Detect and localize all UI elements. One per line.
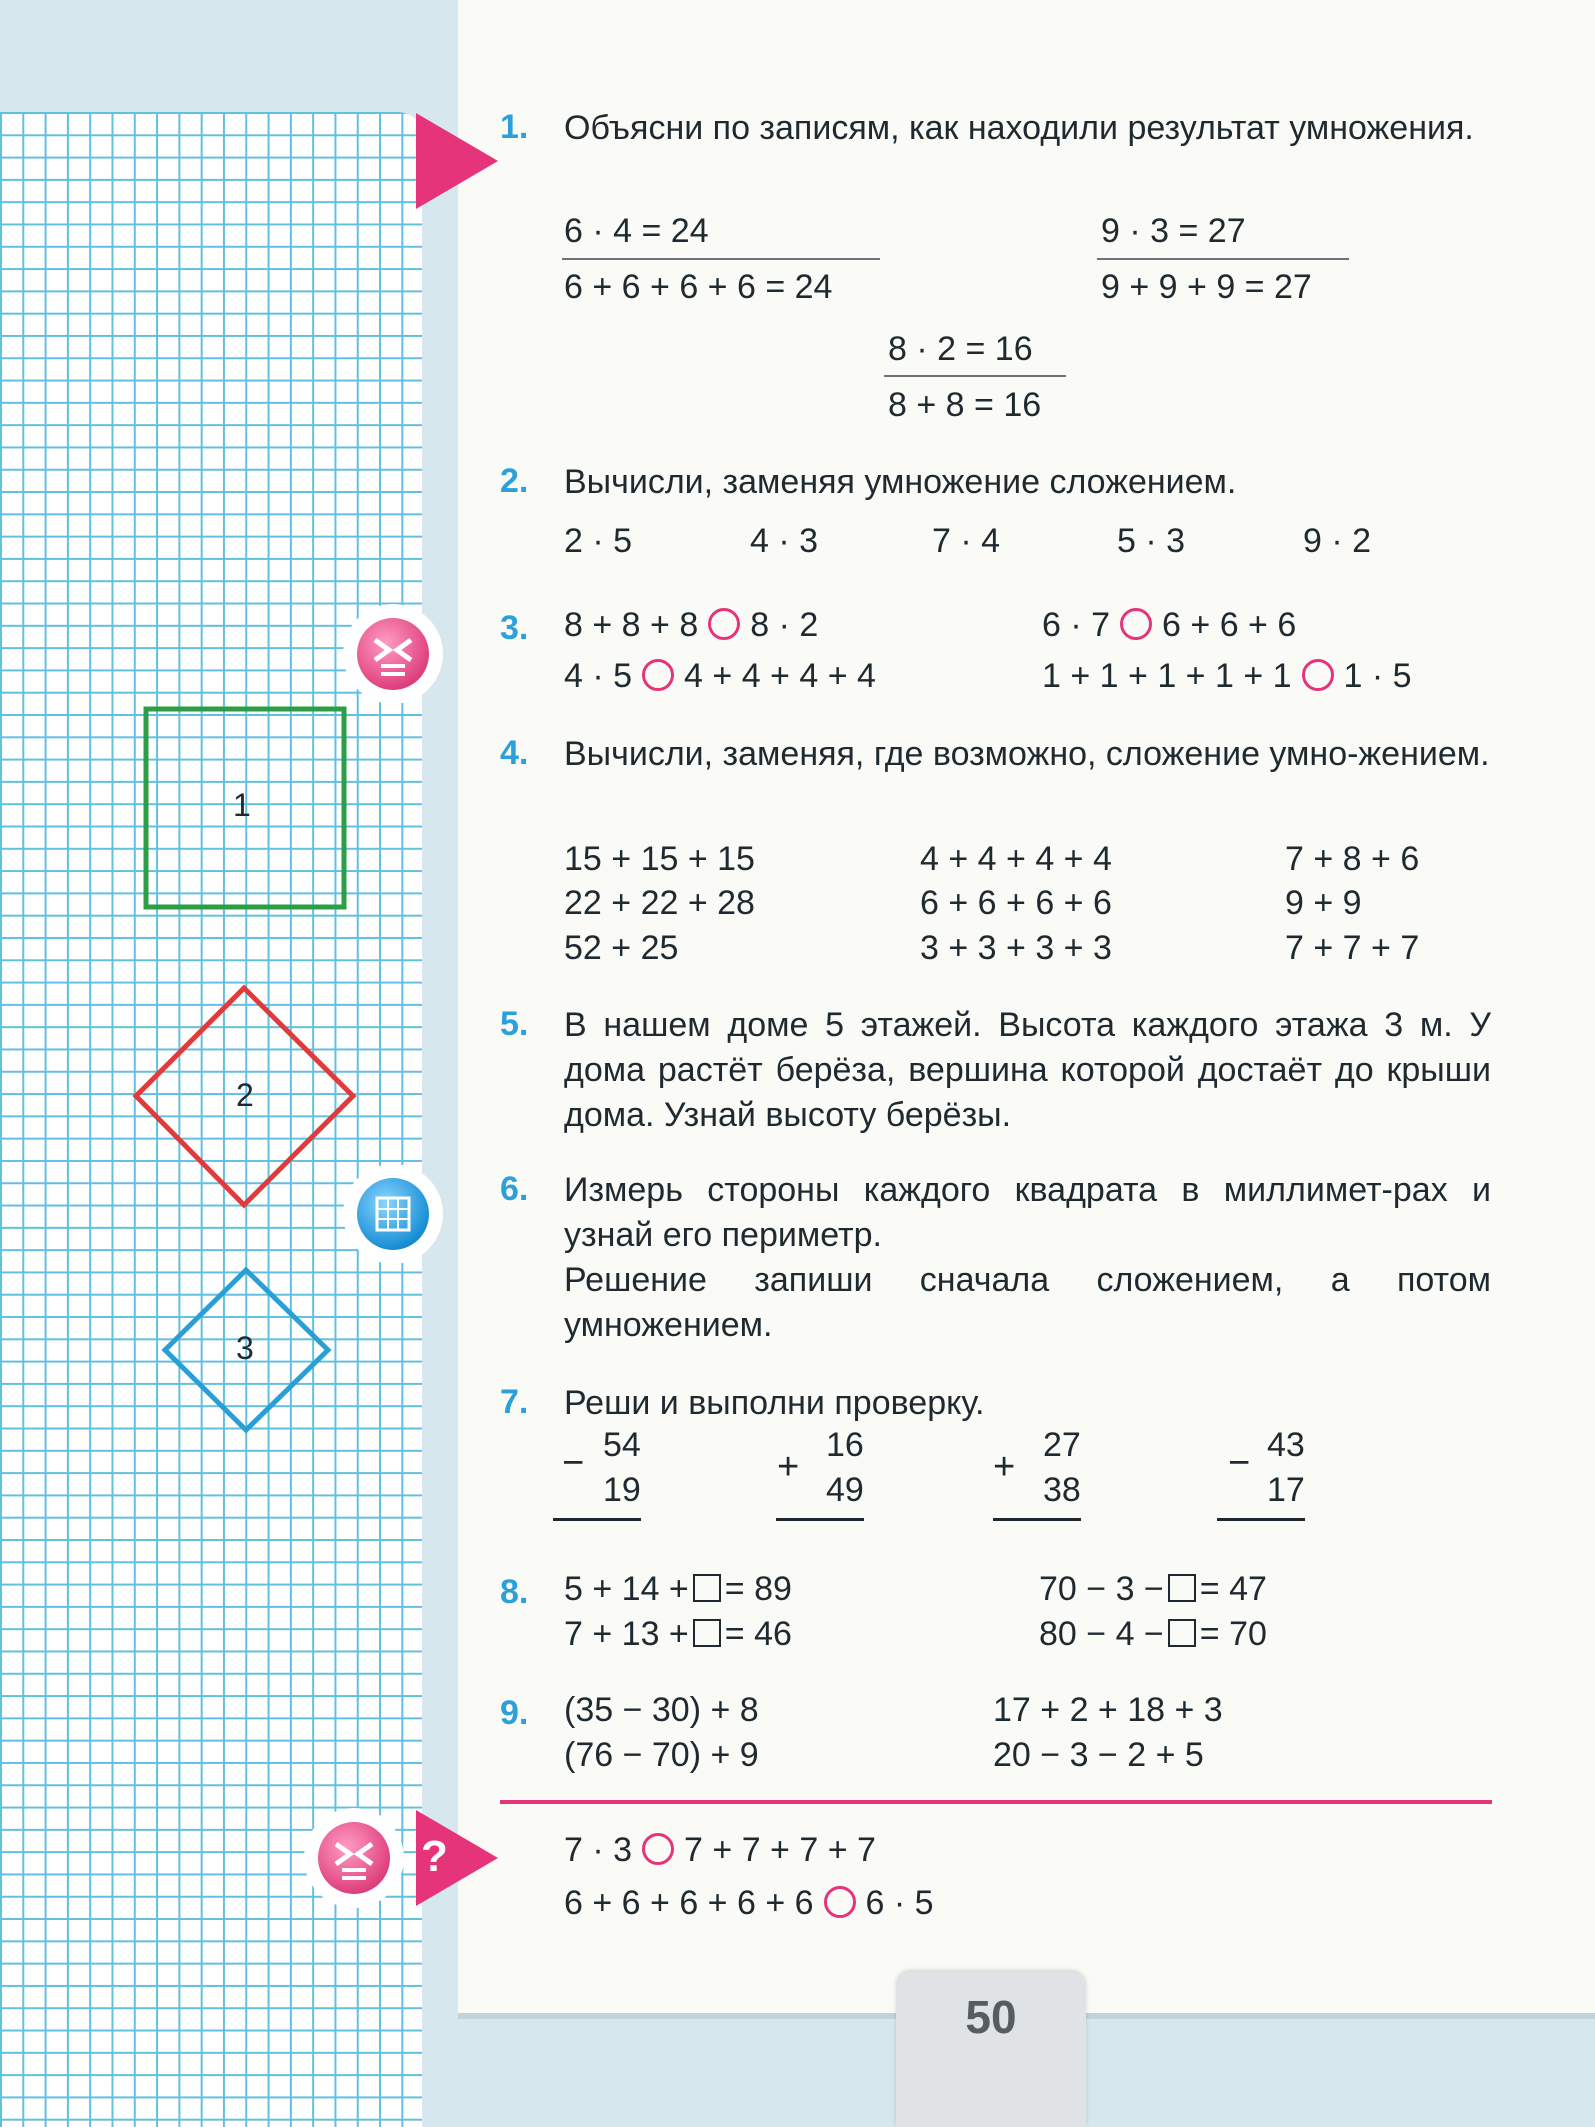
t7-col4-a: 43 xyxy=(1267,1426,1305,1464)
task-number-4: 4. xyxy=(500,734,529,772)
t7-col1-b: 19 xyxy=(603,1471,641,1509)
t3-expr: 8 · 2 xyxy=(750,606,819,644)
t7-col3-b: 38 xyxy=(1043,1471,1081,1509)
figure-label-3: 3 xyxy=(236,1330,254,1366)
t1-c-rule xyxy=(884,375,1066,377)
t7-col3-line xyxy=(993,1518,1081,1521)
t3-row1-right xyxy=(1042,606,1296,645)
t3-row1-left xyxy=(564,606,818,645)
t7-col1-a: 54 xyxy=(603,1426,641,1464)
t9-expr: 17 + 2 + 18 + 3 xyxy=(993,1691,1223,1729)
t8-part: = 70 xyxy=(1199,1615,1267,1653)
compare-circle[interactable] xyxy=(824,1886,856,1918)
t1-c-bottom: 8 + 8 = 16 xyxy=(888,386,1042,424)
grid-icon xyxy=(349,1170,437,1258)
t9-expr: (76 − 70) + 9 xyxy=(564,1736,759,1774)
play-arrow-icon xyxy=(416,113,498,209)
task-6-text-2: Решение запиши сначала сложением, а потом умножением. xyxy=(564,1261,1491,1344)
t8-part: 80 − 4 − xyxy=(1039,1615,1164,1653)
task-number-8: 8. xyxy=(500,1573,529,1611)
t3-expr: 1 · 5 xyxy=(1343,657,1412,695)
figures-drawing xyxy=(0,0,458,2127)
compare-icon xyxy=(349,610,437,698)
t8-part: 70 − 3 − xyxy=(1039,1570,1164,1608)
t8-eq-l2 xyxy=(564,1615,792,1654)
t4-expr: 22 + 22 + 28 xyxy=(564,884,755,922)
t2-item: 4 · 3 xyxy=(750,522,819,560)
t1-c-top: 8 · 2 = 16 xyxy=(888,330,1033,368)
task-number-1: 1. xyxy=(500,108,529,146)
t4-expr: 3 + 3 + 3 + 3 xyxy=(920,929,1112,967)
t8-part: 5 + 14 + xyxy=(564,1570,689,1608)
t4-expr: 15 + 15 + 15 xyxy=(564,840,755,878)
t4-expr: 9 + 9 xyxy=(1285,884,1362,922)
t3-row2-right xyxy=(1042,657,1412,696)
task-4-text: Вычисли, заменяя, где возможно, сложение умно-жением. xyxy=(564,735,1490,773)
t3-expr: 1 + 1 + 1 + 1 + 1 xyxy=(1042,657,1292,695)
t2-item: 9 · 2 xyxy=(1303,522,1372,560)
t4-expr: 6 + 6 + 6 + 6 xyxy=(920,884,1112,922)
task-number-3: 3. xyxy=(500,609,529,647)
compare-circle[interactable] xyxy=(1302,659,1334,691)
t8-eq-l1 xyxy=(564,1570,792,1609)
compare-circle[interactable] xyxy=(642,659,674,691)
section-divider xyxy=(500,1800,1492,1804)
figure-label-2: 2 xyxy=(236,1077,254,1113)
compare-circle[interactable] xyxy=(708,608,740,640)
t7-col2-op: + xyxy=(777,1446,800,1488)
t3-expr: 6 + 6 + 6 xyxy=(1162,606,1297,644)
compare-circle[interactable] xyxy=(642,1833,674,1865)
t8-part: = 46 xyxy=(724,1615,792,1653)
task-5-text: В нашем доме 5 этажей. Высота каждого этажа 3 м. У дома растёт берёза, вершина которой достаёт до крыши дома. Узнай высоту берёзы. xyxy=(564,1006,1491,1134)
t9-expr: 20 − 3 − 2 + 5 xyxy=(993,1736,1204,1774)
t7-col2-b: 49 xyxy=(826,1471,864,1509)
task-number-6: 6. xyxy=(500,1170,529,1208)
compare-icon-bottom xyxy=(310,1814,398,1902)
t2-item: 5 · 3 xyxy=(1117,522,1186,560)
check-row-1 xyxy=(564,1831,876,1870)
t1-a-bottom: 6 + 6 + 6 + 6 = 24 xyxy=(564,268,833,306)
t8-part: 7 + 13 + xyxy=(564,1615,689,1653)
t9-expr: (35 − 30) + 8 xyxy=(564,1691,759,1729)
t7-col2-line xyxy=(776,1518,864,1521)
task-6-text-1: Измерь стороны каждого квадрата в миллимет-рах и узнай его периметр. xyxy=(564,1171,1491,1254)
t7-col4-b: 17 xyxy=(1267,1471,1305,1509)
question-icon: ? xyxy=(421,1832,448,1881)
t2-item: 2 · 5 xyxy=(564,522,633,560)
missing-number-box[interactable] xyxy=(1168,1574,1196,1602)
page-number: 50 xyxy=(965,1991,1017,2043)
t3-expr: 8 + 8 + 8 xyxy=(564,606,699,644)
t1-a-top: 6 · 4 = 24 xyxy=(564,212,709,250)
t1-a-rule xyxy=(562,258,880,260)
missing-number-box[interactable] xyxy=(1168,1619,1196,1647)
check-expr: 6 · 5 xyxy=(865,1884,934,1922)
t4-expr: 7 + 8 + 6 xyxy=(1285,840,1420,878)
t1-b-rule xyxy=(1097,258,1349,260)
t7-col4-op: − xyxy=(1228,1442,1251,1484)
t3-expr: 6 · 7 xyxy=(1042,606,1111,644)
t1-b-bottom: 9 + 9 + 9 = 27 xyxy=(1101,268,1312,306)
t7-col1-line xyxy=(553,1518,641,1521)
check-expr: 7 · 3 xyxy=(564,1831,633,1869)
task-2-text: Вычисли, заменяя умножение сложением. xyxy=(564,463,1237,501)
t3-expr: 4 · 5 xyxy=(564,657,633,695)
t4-expr: 52 + 25 xyxy=(564,929,679,967)
missing-number-box[interactable] xyxy=(693,1619,721,1647)
task-7-text: Реши и выполни проверку. xyxy=(564,1384,985,1422)
t7-col4-line xyxy=(1217,1518,1305,1521)
task-number-5: 5. xyxy=(500,1005,529,1043)
task-number-7: 7. xyxy=(500,1383,529,1421)
t7-col2-a: 16 xyxy=(826,1426,864,1464)
t3-expr: 4 + 4 + 4 + 4 xyxy=(684,657,876,695)
task-number-2: 2. xyxy=(500,462,529,500)
t8-eq-r2 xyxy=(1039,1615,1267,1654)
missing-number-box[interactable] xyxy=(693,1574,721,1602)
task-1-text: Объясни по записям, как находили результат умножения. xyxy=(564,109,1474,147)
t8-part: = 47 xyxy=(1199,1570,1267,1608)
t7-col1-op: − xyxy=(562,1442,585,1484)
t8-eq-r1 xyxy=(1039,1570,1267,1609)
t4-expr: 7 + 7 + 7 xyxy=(1285,929,1420,967)
t1-b-top: 9 · 3 = 27 xyxy=(1101,212,1246,250)
compare-circle[interactable] xyxy=(1120,608,1152,640)
t2-item: 7 · 4 xyxy=(932,522,1001,560)
t8-part: = 89 xyxy=(724,1570,792,1608)
figure-label-1: 1 xyxy=(233,787,251,823)
check-row-2 xyxy=(564,1884,934,1923)
check-expr: 7 + 7 + 7 + 7 xyxy=(684,1831,876,1869)
t7-col3-a: 27 xyxy=(1043,1426,1081,1464)
check-expr: 6 + 6 + 6 + 6 + 6 xyxy=(564,1884,814,1922)
t3-row2-left xyxy=(564,657,876,696)
task-number-9: 9. xyxy=(500,1694,529,1732)
t7-col3-op: + xyxy=(993,1446,1016,1488)
t4-expr: 4 + 4 + 4 + 4 xyxy=(920,840,1112,878)
